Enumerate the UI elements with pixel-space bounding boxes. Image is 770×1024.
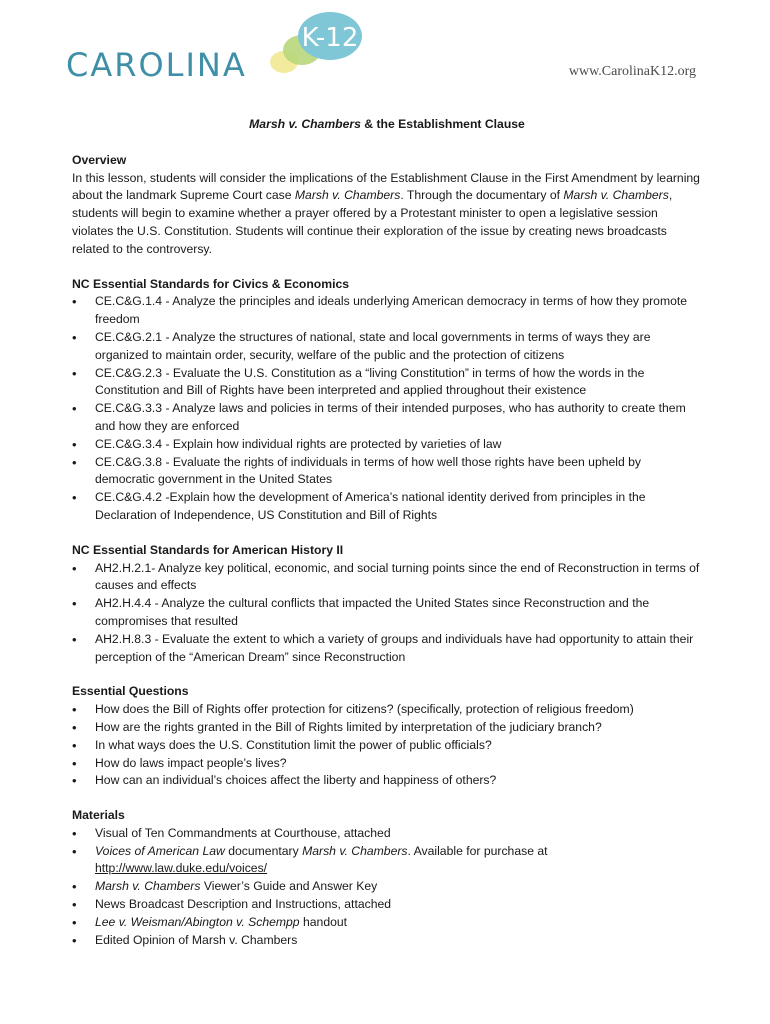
list-item: • CE.C&G.2.3 - Evaluate the U.S. Constitution as a “living Constitution” in terms of how the words in the Constitution and Bill of Rights have been interpreted and applied throughout their existence: [72, 365, 702, 401]
civics-standards-heading: NC Essential Standards for Civics & Economics: [72, 276, 350, 291]
list-item: • How can an individual’s choices affect the liberty and happiness of others?: [72, 772, 702, 790]
list-item: • CE.C&G.3.8 - Evaluate the rights of individuals in terms of how well those rights have been upheld by democratic government in the United States: [72, 454, 702, 490]
list-item: • CE.C&G.1.4 - Analyze the principles and ideals underlying American democracy in terms of how they promote freedom: [72, 293, 702, 329]
materials-list: [72, 825, 702, 950]
list-item: • AH2.H.4.4 - Analyze the cultural conflicts that impacted the United States since Reconstruction and the compromises that resulted: [72, 595, 702, 631]
list-item: • How does the Bill of Rights offer protection for citizens? (specifically, protection of religious freedom): [72, 701, 702, 719]
list-item: • Edited Opinion of Marsh v. Chambers: [72, 932, 702, 950]
voices-link[interactable]: http://www.law.duke.edu/voices/: [95, 861, 268, 876]
list-item: • How are the rights granted in the Bill of Rights limited by interpretation of the judiciary branch?: [72, 719, 702, 737]
civics-standards-list: [72, 293, 702, 524]
list-item: • Marsh v. Chambers Viewer’s Guide and Answer Key: [72, 878, 702, 896]
carolina-logo-text: CAROLINA: [66, 46, 247, 84]
list-item: • CE.C&G.2.1 - Analyze the structures of national, state and local governments in terms of ways they are organized to maintain order, security, welfare of the public and the protection of citizens: [72, 329, 702, 365]
list-item: • CE.C&G.3.4 - Explain how individual rights are protected by varieties of law: [72, 436, 702, 454]
list-item: • In what ways does the U.S. Constitution limit the power of public officials?: [72, 737, 702, 755]
list-item: • News Broadcast Description and Instructions, attached: [72, 896, 702, 914]
k12-badge-text: K-12: [301, 23, 359, 53]
overview-paragraph: In this lesson, students will consider the implications of the Establishment Clause in the First Amendment by learning about the landmark Supreme Court case Marsh v. Chambers. Through the documentary of Marsh v. Chambers, students will begin to examine whether a prayer offered by a Protestant minister to open a legislative session violates the U.S. Constitution. Students will continue their exploration of the issue by creating news broadcasts related to the controversy.: [72, 170, 700, 256]
list-item: • Lee v. Weisman/Abington v. Schempp handout: [72, 914, 702, 932]
list-item: • Visual of Ten Commandments at Courthouse, attached: [72, 825, 702, 843]
list-item: • How do laws impact people’s lives?: [72, 755, 702, 773]
page-title: Marsh v. Chambers & the Establishment Clause: [249, 117, 525, 131]
site-url[interactable]: www.CarolinaK12.org: [568, 64, 696, 79]
list-item: • Voices of American Law documentary Marsh v. Chambers. Available for purchase at http://www.law.duke.edu/voices/: [72, 843, 702, 879]
document-body: [72, 116, 702, 966]
list-item: • AH2.H.2.1- Analyze key political, economic, and social turning points since the end of Reconstruction in terms of causes and effects: [72, 560, 702, 596]
list-item: • CE.C&G.3.3 - Analyze laws and policies in terms of their intended purposes, who has authority to create them and how they are enforced: [72, 400, 702, 436]
history-standards-heading: NC Essential Standards for American History II: [72, 542, 344, 557]
list-item: • AH2.H.8.3 - Evaluate the extent to which a variety of groups and individuals have had opportunity to attain their perception of the “American Dream” since Reconstruction: [72, 631, 702, 667]
essential-questions-list: [72, 701, 702, 790]
page-header: [0, 0, 770, 100]
list-item: • CE.C&G.4.2 -Explain how the development of America’s national identity derived from principles in the Declaration of Independence, US Constitution and Bill of Rights: [72, 489, 702, 525]
essential-questions-heading: Essential Questions: [72, 684, 189, 699]
k12-logo-icon: [262, 6, 372, 86]
overview-heading: Overview: [72, 152, 127, 167]
history-standards-list: [72, 560, 702, 667]
materials-heading: Materials: [72, 808, 125, 823]
